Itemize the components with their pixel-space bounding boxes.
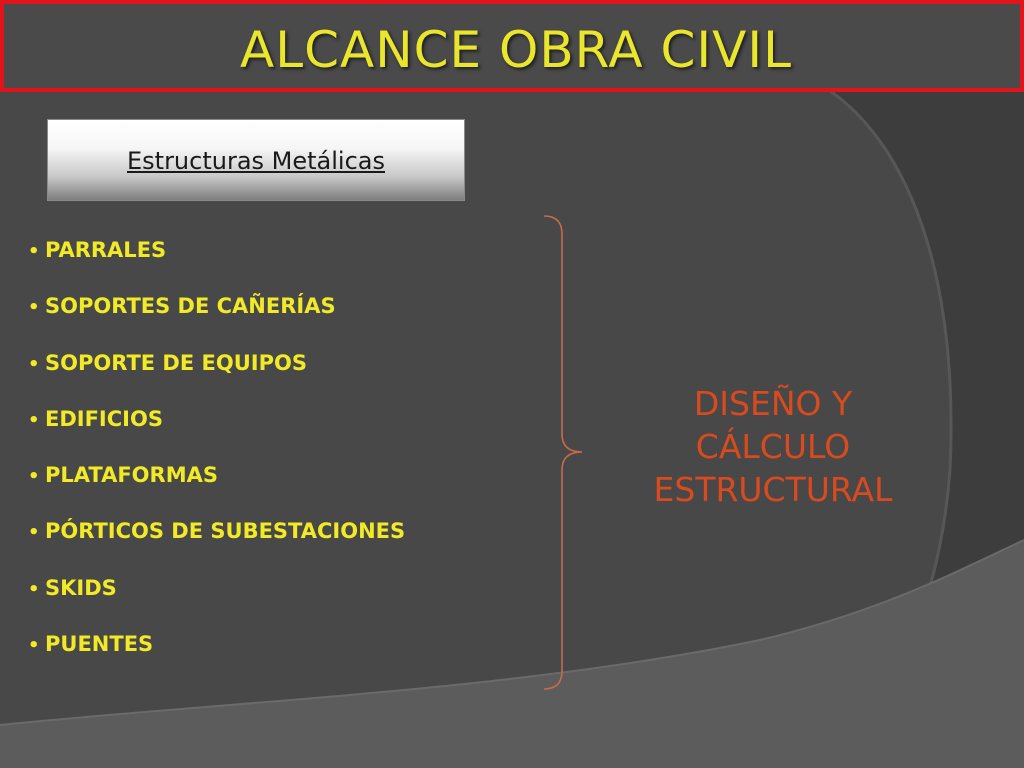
bullet: • bbox=[28, 297, 40, 319]
bullet: • bbox=[28, 466, 40, 488]
bullet: • bbox=[28, 635, 40, 657]
list-item-text: PLATAFORMAS bbox=[45, 463, 218, 488]
result-line: CÁLCULO bbox=[695, 427, 851, 466]
result-line: ESTRUCTURAL bbox=[653, 470, 893, 509]
list-item bbox=[28, 513, 405, 569]
list-item bbox=[28, 401, 405, 457]
result-line: DISEÑO Y bbox=[693, 384, 853, 423]
list-item bbox=[28, 288, 405, 344]
bullet: • bbox=[28, 353, 40, 375]
right-curly-brace bbox=[540, 210, 590, 695]
list-item bbox=[28, 626, 405, 682]
section-header-box bbox=[47, 119, 465, 201]
structure-list bbox=[28, 232, 405, 682]
list-item-text: EDIFICIOS bbox=[45, 406, 163, 431]
result-label bbox=[620, 382, 926, 511]
list-item-text: PUENTES bbox=[45, 632, 154, 657]
list-item-text: PÓRTICOS DE SUBESTACIONES bbox=[45, 519, 406, 544]
list-item-text: SKIDS bbox=[45, 575, 117, 600]
list-item bbox=[28, 232, 405, 288]
bullet: • bbox=[28, 522, 40, 544]
title-bar bbox=[0, 0, 1024, 92]
slide-title: ALCANCE OBRA CIVIL bbox=[240, 21, 792, 79]
list-item bbox=[28, 345, 405, 401]
section-label: Estructuras Metálicas bbox=[126, 147, 385, 175]
bullet: • bbox=[28, 578, 40, 600]
list-item-text: SOPORTE DE EQUIPOS bbox=[45, 350, 307, 375]
list-item-text: PARRALES bbox=[45, 238, 167, 262]
bullet: • bbox=[28, 409, 40, 431]
bullet: • bbox=[28, 241, 40, 262]
list-item-text: SOPORTES DE CAÑERÍAS bbox=[45, 294, 336, 319]
list-item bbox=[28, 570, 405, 626]
list-item bbox=[28, 457, 405, 513]
